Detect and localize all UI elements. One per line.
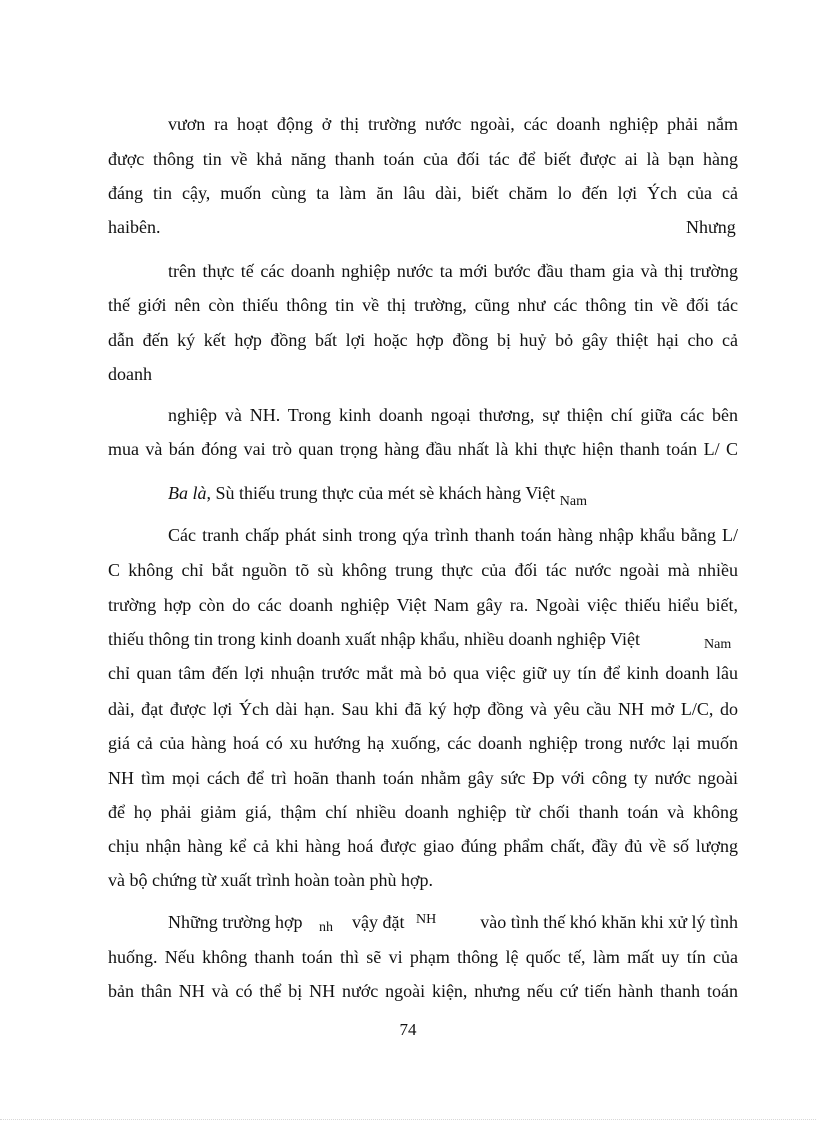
text-subsegment: Nam [704, 637, 732, 652]
text-line: đáng tin cậy, muốn cùng ta làm ăn lâu dài, biết chăm lo đến lợi Ých của cả [108, 183, 738, 203]
page-bottom-border [0, 1119, 816, 1120]
text-line: và bộ chứng từ xuất trình hoàn toàn phù hợp. [108, 870, 433, 890]
text-segment: vào tình thế khó khăn khi xử lý tình [480, 912, 738, 932]
heading-label: Ba là [168, 483, 207, 503]
text-subsegment: nh [319, 920, 333, 935]
text-line: để họ phải giảm giá, thậm chí nhiều doanh nghiệp từ chối thanh toán và không [108, 802, 738, 822]
page-number: 74 [399, 1020, 417, 1039]
text-line: thế giới nên còn thiếu thông tin về thị trường, cũng như các thông tin về đối tác [108, 295, 738, 315]
text-segment: thiếu thông tin trong kinh doanh xuất nhập khẩu, nhiều doanh nghiệp Việt [108, 629, 641, 649]
text-line: nghiệp và NH. Trong kinh doanh ngoại thương, sự thiện chí giữa các bên [168, 405, 738, 425]
text-line: NH tìm mọi cách để trì hoãn thanh toán nhằm gây sức Ðp với công ty nước ngoài [108, 768, 738, 788]
text-line: chịu nhận hàng kể cả khi hàng hoá được giao đúng phẩm chất, đầy đủ về số lượng [108, 836, 738, 856]
text-line: vươn ra hoạt động ở thị trường nước ngoài, các doanh nghiệp phải nắm [168, 114, 738, 134]
section-heading [168, 482, 587, 507]
text-line: mua và bán đóng vai trò quan trọng hàng đầu nhất là khi thực hiện thanh toán L/ C [108, 439, 738, 459]
text-line: dẫn đến ký kết hợp đồng bất lợi hoặc hợp đồng bị huỷ bỏ gây thiệt hại cho cả [108, 330, 738, 350]
heading-text: , Sù thiếu trung thực của mét sè khách hàng Việt [206, 483, 556, 503]
text-line: haibên. [108, 217, 161, 237]
text-line [108, 628, 738, 650]
text-segment: vậy đặt [352, 912, 405, 932]
text-segment: Những trường hợp [168, 912, 303, 932]
text-line: Các tranh chấp phát sinh trong qýa trình thanh toán hàng nhập khẩu bằng L/ [168, 525, 738, 545]
text-subsegment: NH [416, 912, 437, 927]
text-line: trường hợp còn do các doanh nghiệp Việt Nam gây ra. Ngoài việc thiếu hiểu biết, [108, 595, 738, 615]
text-line: Nhưng [686, 217, 736, 237]
text-line: huống. Nếu không thanh toán thì sẽ vi phạm thông lệ quốc tế, làm mất uy tín của [108, 947, 738, 967]
text-line: chỉ quan tâm đến lợi nhuận trước mắt mà bỏ qua việc giữ uy tín để kinh doanh lâu [108, 663, 738, 683]
text-line: C không chỉ bắt nguồn tõ sù không trung thực của đối tác nước ngoài mà nhiều [108, 560, 738, 580]
heading-subtext: Nam [559, 494, 587, 509]
text-line: doanh [108, 364, 152, 384]
text-line: bản thân NH và có thể bị NH nước ngoài kiện, nhưng nếu cứ tiến hành thanh toán [108, 981, 738, 1001]
text-line: giá cả của hàng hoá có xu hướng hạ xuống, các doanh nghiệp trong nước lại muốn [108, 733, 738, 753]
text-line: dài, đạt được lợi Ých dài hạn. Sau khi đã ký hợp đồng và yêu cầu NH mở L/C, do [108, 699, 738, 719]
text-line: được thông tin về khả năng thanh toán của đối tác để biết được ai là bạn hàng [108, 149, 738, 169]
text-line: trên thực tế các doanh nghiệp nước ta mới bước đầu tham gia và thị trường [168, 261, 738, 281]
